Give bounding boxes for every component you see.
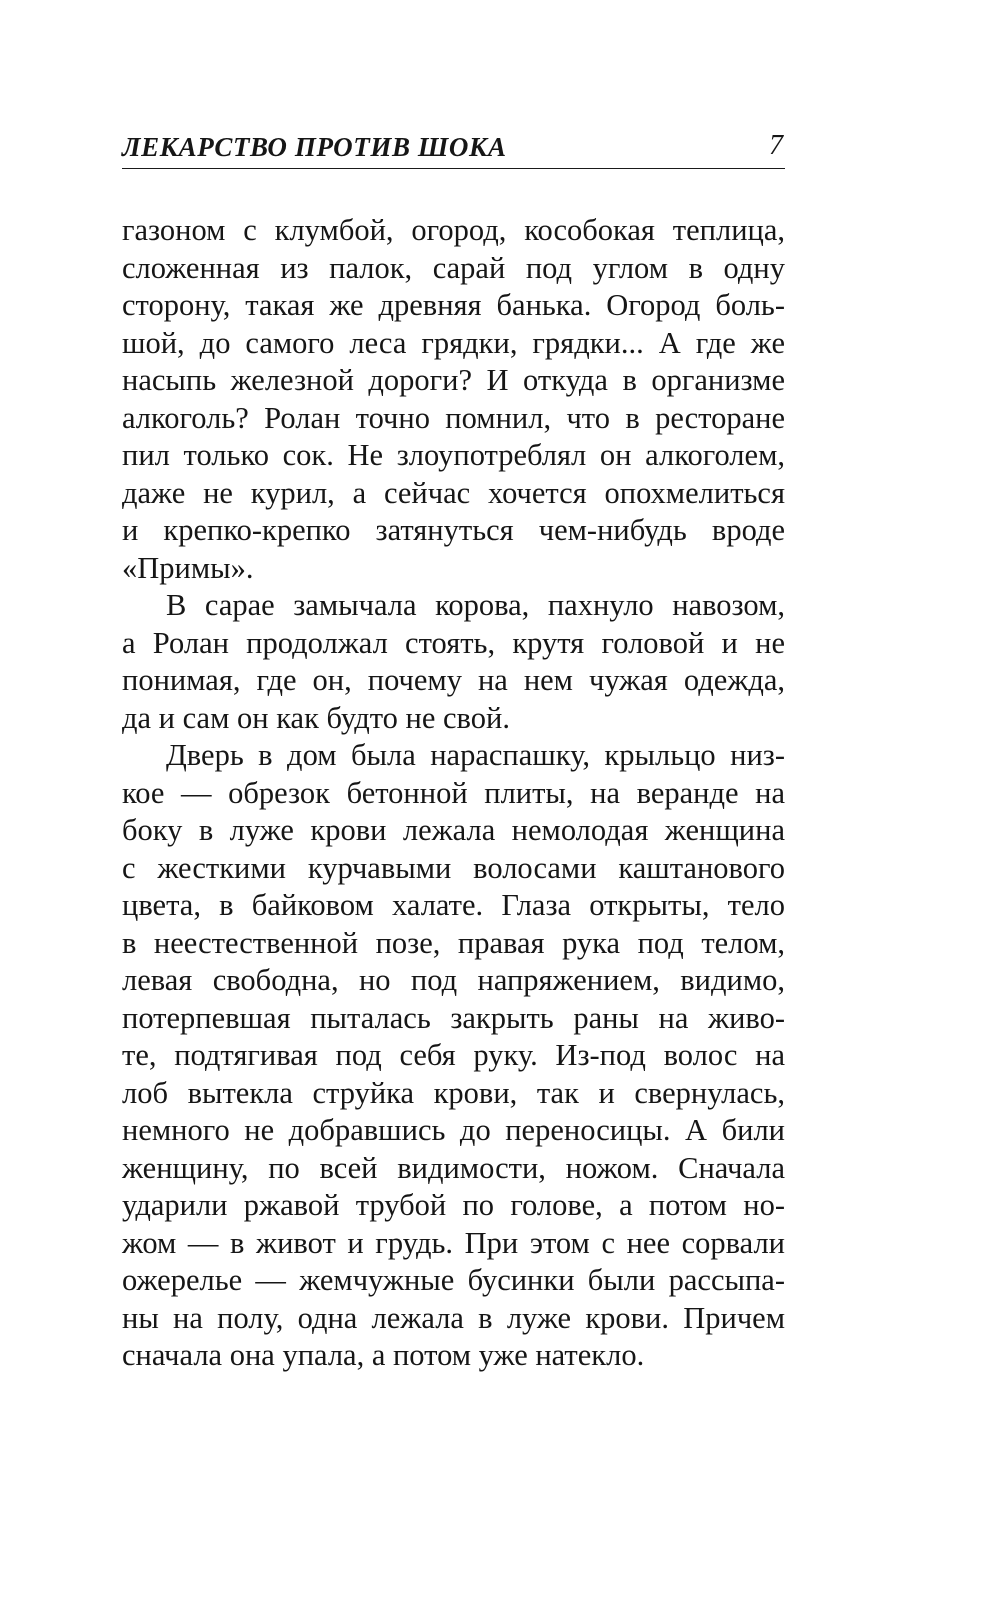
text-line: лоб вытекла струйка крови, так и свернулась,	[122, 1075, 785, 1110]
text-line: насыпь железной дороги? И откуда в организме	[122, 363, 785, 397]
text-line: даже не курил, а сейчас хочется опохмелиться	[122, 475, 785, 510]
text-line: женщину, по всей видимости, ножом. Сначала	[122, 1150, 785, 1185]
text-line: ожерелье — жемчужные бусинки были рассыпа-	[122, 1263, 785, 1297]
text-line: да и сам он как будто не свой.	[122, 700, 510, 735]
text-line: потерпевшая пыталась закрыть раны на живо-	[122, 1000, 785, 1035]
page-number: 7	[769, 130, 783, 161]
text-line: а Ролан продолжал стоять, крутя головой и не	[122, 625, 785, 660]
text-line: цвета, в байковом халате. Глаза открыты, тело	[122, 888, 785, 922]
text-line-paragraph-start: В сарае замычала корова, пахнуло навозом,	[166, 588, 785, 622]
text-line: с жесткими курчавыми волосами каштанового	[122, 850, 785, 885]
text-line: немного не добравшись до переносицы. А били	[122, 1113, 785, 1147]
text-line: ударили ржавой трубой по голове, а потом но-	[122, 1188, 785, 1222]
running-head	[122, 128, 785, 169]
text-line: пил только сок. Не злоупотреблял он алкоголем,	[122, 438, 785, 472]
text-line: сторону, такая же древняя банька. Огород боль-	[122, 288, 785, 322]
text-line: жом — в живот и грудь. При этом с нее сорвали	[122, 1225, 785, 1260]
running-head-title: ЛЕКАРСТВО ПРОТИВ ШОКА	[122, 132, 507, 162]
text-line: алкоголь? Ролан точно помнил, что в ресторане	[122, 400, 785, 435]
text-line-paragraph-start: Дверь в дом была нараспашку, крыльцо низ-	[166, 738, 785, 772]
book-page	[122, 0, 785, 1616]
text-line: сначала она упала, а потом уже натекло.	[122, 1338, 645, 1372]
text-line: ны на полу, одна лежала в луже крови. Причем	[122, 1300, 785, 1335]
text-line: в неестественной позе, правая рука под телом,	[122, 925, 785, 960]
text-line: «Примы».	[122, 550, 254, 585]
text-line: газоном с клумбой, огород, кособокая теплица,	[122, 213, 785, 247]
text-line: те, подтягивая под себя руку. Из-под волос на	[122, 1038, 785, 1072]
body-text	[122, 212, 785, 1375]
text-line: и крепко-крепко затянуться чем-нибудь вроде	[122, 513, 785, 547]
text-line: понимая, где он, почему на нем чужая одежда,	[122, 663, 785, 697]
text-line: кое — обрезок бетонной плиты, на веранде на	[122, 775, 785, 810]
text-line: боку в луже крови лежала немолодая женщина	[122, 813, 785, 847]
text-line: сложенная из палок, сарай под углом в одну	[122, 250, 785, 285]
text-line: шой, до самого леса грядки, грядки... А где же	[122, 325, 785, 360]
text-line: левая свободна, но под напряжением, видимо,	[122, 963, 785, 997]
